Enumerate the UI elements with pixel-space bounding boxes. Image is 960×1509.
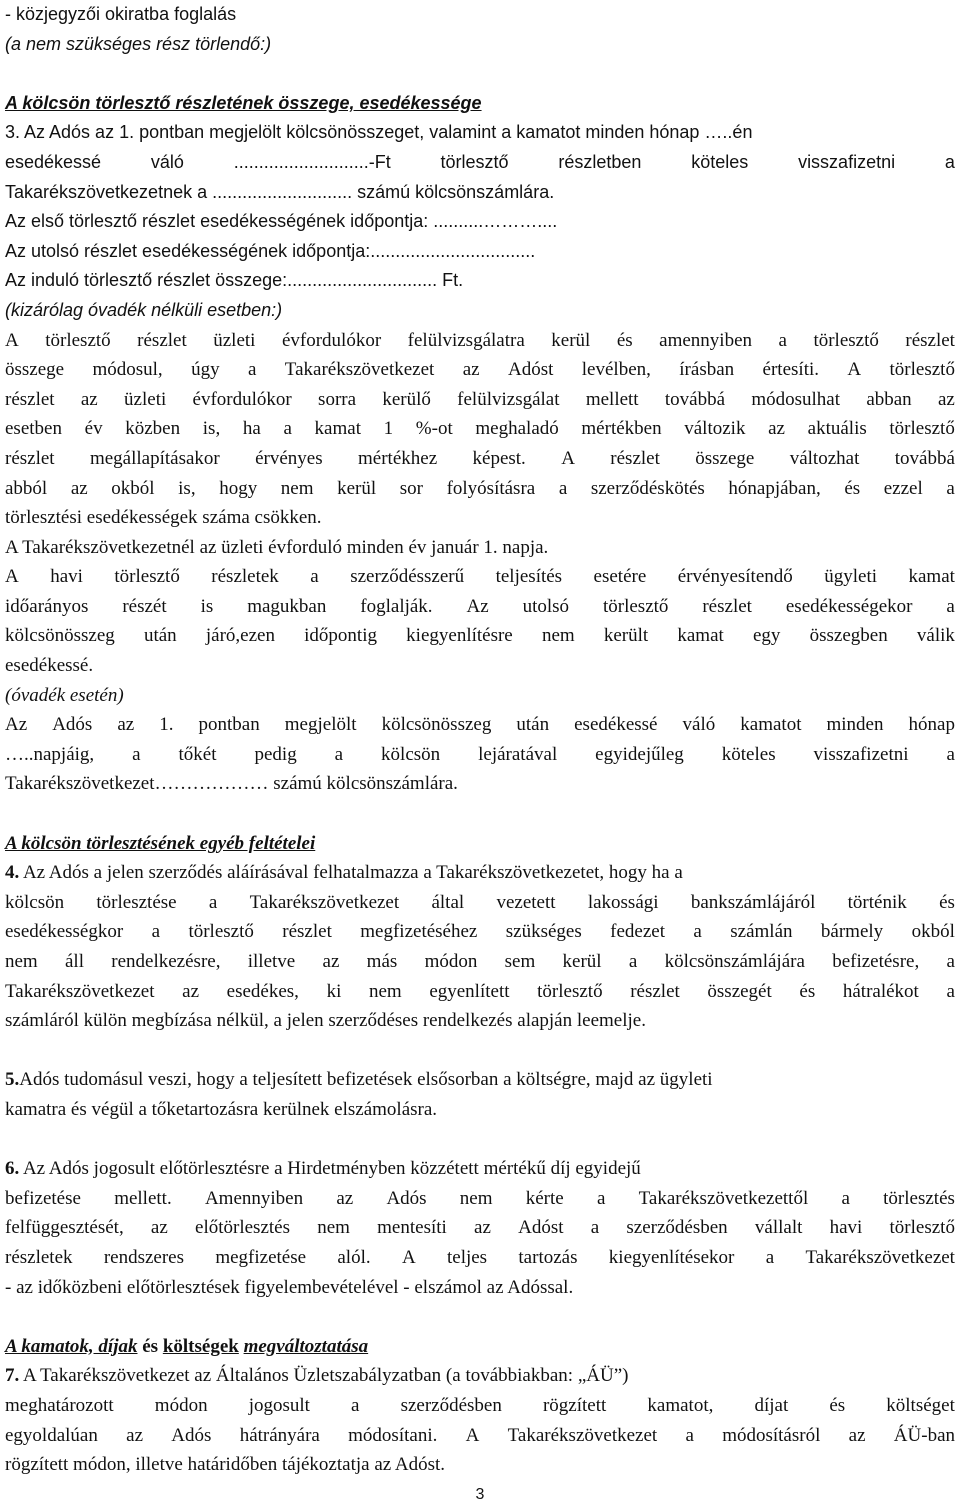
deletion-note: (a nem szükséges rész törlendő:): [5, 33, 272, 54]
body-line: meghatározott módon jogosult a szerződésben rögzített kamatot, díjat és költséget: [5, 1394, 955, 1416]
body-line: felfüggesztését, az előtörlesztés nem mentesíti az Adóst a szerződésben vállalt havi törlesztő: [5, 1217, 955, 1239]
anniversary-line: A Takarékszövetkezetnél az üzleti évforduló minden év január 1. napja.: [5, 536, 549, 558]
notary-deed-line: - közjegyzői okiratba foglalás: [5, 4, 237, 24]
body-line: esedékessé.: [5, 655, 94, 677]
body-line: - az időközbeni előtörlesztések figyelembevételével - elszámol az Adóssal.: [5, 1276, 574, 1298]
body-line: …..napjáig, a tőkét pedig a kölcsön lejáratával egyidejűleg köteles visszafizetni a: [5, 743, 955, 765]
body-line: A havi törlesztő részletek a szerződésszerű teljesítés esetére érvényesítendő ügyleti kamat: [5, 566, 955, 588]
body-line: részlet megállapításakor érvényes mértékhez képest. A részlet összege változhat továbbá: [5, 447, 955, 469]
collateral-note: (óvadék esetén): [5, 684, 124, 706]
paragraph-6-first-line: 6. Az Adós jogosult előtörlesztésre a Hirdetményben közzétett mértékű díj egyidejű: [5, 1158, 641, 1180]
body-line: részletek rendszeres megfizetése alól. A teljes tartozás kiegyenlítésekor a Takarékszövetkezet: [5, 1246, 955, 1268]
paragraph-3-line: Takarékszövetkezetnek a ............................ számú kölcsönszámlára.: [5, 181, 555, 202]
body-line: A törlesztő részlet üzleti évfordulókor felülvizsgálatra kerül és amennyiben a törlesztő részlet: [5, 329, 955, 351]
body-line: esetben év közben is, ha a kamat 1 %-ot meghaladó mértékben változik az aktuális törlesztő: [5, 418, 955, 440]
body-line: kölcsön törlesztése a Takarékszövetkezet által vezetett lakossági bankszámlájáról történik és: [5, 891, 955, 913]
body-line: abból az okból is, hogy nem kerül sor folyósításra a szerződéskötés hónapjában, és ezzel a: [5, 477, 955, 499]
section-heading-repayment: A kölcsön törlesztő részletének összege, esedékessége: [5, 92, 482, 113]
body-line: részlet az üzleti évfordulókor sorra kerülő felülvizsgálat mellett továbbá módosulhat abban az: [5, 388, 955, 410]
document-page: [5, 0, 955, 1480]
body-line: kölcsönösszeg után járó,ezen időpontig kiegyenlítésre nem került kamat egy összegben válik: [5, 625, 955, 647]
body-line: időarányos részét is magukban foglalják. Az utolsó törlesztő részlet esedékességekor a: [5, 595, 955, 617]
body-line: nem áll rendelkezésre, illetve az más módon sem kerül a kölcsönszámlájára befizetésre, a: [5, 951, 955, 972]
paragraph-7-first-line: 7. A Takarékszövetkezet az Általános Üzletszabályzatban (a továbbiakban: „ÁÜ”): [5, 1365, 629, 1387]
body-line: Az Adós az 1. pontban megjelölt kölcsönösszeg után esedékessé váló kamatot minden hónap: [5, 714, 955, 736]
paragraph-3-line: esedékessé váló ...........................-Ft törlesztő részletben köteles visszafizetni a: [5, 151, 955, 172]
paragraph-5-first-line: 5.Adós tudomásul veszi, hogy a teljesített befizetések elsősorban a költségre, majd az ügyleti: [5, 1069, 713, 1091]
section-heading-rate-changes: A kamatok, díjak és költségek megváltoztatása: [5, 1335, 369, 1357]
body-line: Takarékszövetkezet……………… számú kölcsönszámlára.: [5, 773, 458, 795]
page-number: 3: [475, 1486, 485, 1503]
body-line: egyoldalúan az Adós hátrányára módosítani. A Takarékszövetkezet a módosításról az ÁÜ-ban: [5, 1424, 955, 1446]
paragraph-3-line: 3. Az Adós az 1. pontban megjelölt kölcsönösszeget, valamint a kamatot minden hónap …..én: [5, 122, 753, 143]
body-line: kamatra és végül a tőketartozásra kerülnek elszámolásra.: [5, 1098, 438, 1120]
last-due-date-line: Az utolsó részlet esedékességének időpontja:.................................: [5, 240, 536, 261]
no-collateral-note: (kizárólag óvadék nélküli esetben:): [5, 299, 283, 320]
body-line: Takarékszövetkezet az esedékes, ki nem egyenlített törlesztő részlet összegét és hátralékot a: [5, 980, 955, 1002]
section-heading-other-conditions: A kölcsön törlesztésének egyéb feltételei: [5, 832, 316, 854]
body-line: befizetése mellett. Amennyiben az Adós nem kérte a Takarékszövetkezettől a törlesztés: [5, 1187, 955, 1209]
initial-amount-line: Az induló törlesztő részlet összege:.............................. Ft.: [5, 270, 464, 291]
body-line: esedékességkor a törlesztő részlet megfizetéséhez szükséges fedezet a számlán bármely okból: [5, 921, 955, 943]
body-line: rögzített módon, illetve határidőben tájékoztatja az Adóst.: [5, 1454, 446, 1476]
first-due-date-line: Az első törlesztő részlet esedékességének időpontja: ..........………....: [5, 211, 558, 232]
body-line: számláról külön megbízása nélkül, a jelen szerződéses rendelkezés alapján leemelje.: [5, 1010, 646, 1032]
body-line: összege módosul, úgy a Takarékszövetkezet az Adóst levélben, írásban értesíti. A törlesztő: [5, 359, 955, 381]
body-line: törlesztési esedékességek száma csökken.: [5, 507, 322, 529]
paragraph-4-first-line: 4. Az Adós a jelen szerződés aláírásával felhatalmazza a Takarékszövetkezetet, hogy ha a: [5, 862, 683, 884]
